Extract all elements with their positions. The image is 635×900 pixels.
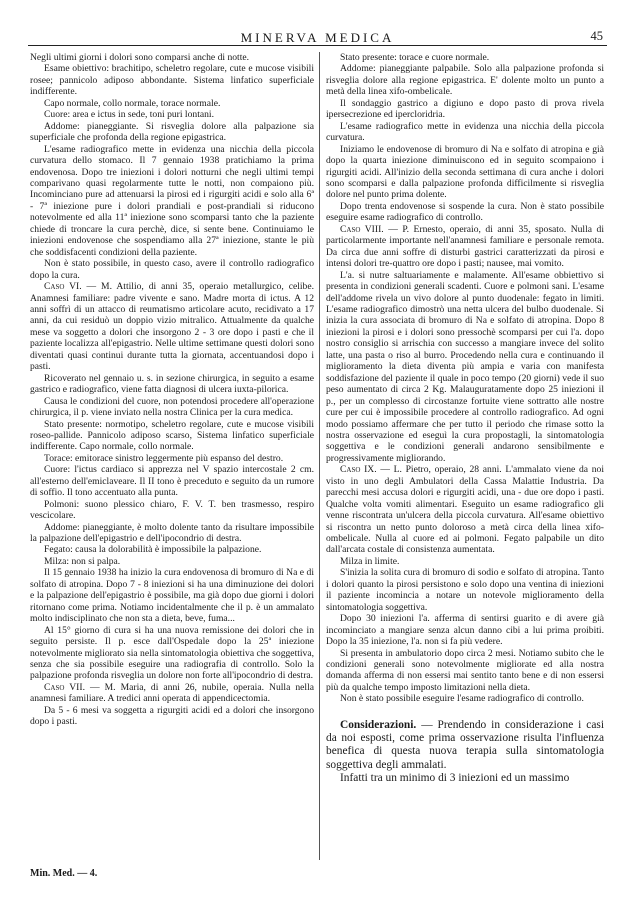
paragraph	[326, 772, 604, 785]
paragraph	[30, 109, 314, 120]
paragraph-text: Non è stato possibile eseguire l'esame radiografico di controllo.	[340, 693, 584, 705]
case-label: Caso VIII.	[340, 223, 384, 235]
paragraph	[30, 144, 314, 259]
paragraph-text: Milza: non si palpa.	[44, 555, 121, 567]
paragraph	[326, 567, 604, 613]
paragraph-text: Causa le condizioni del cuore, non potendosi procedere all'operazione chirurgica, il p. viene inviato nella nostra Clinica per la cura medica.	[30, 395, 314, 419]
paragraph	[326, 144, 604, 201]
footer-citation: Min. Med. — 4.	[30, 868, 98, 879]
paragraph-text: Iniziamo le endovenose di bromuro di Na e solfato di atropina e già dopo la quarta iniezione diminuiscono ed in seguito scompaiono i rigurgiti acidi. All'inizio della seconda settimana di cura anche i dolori sono scomparsi e dalla palpazione profonda difficilmente si risveglia dolore nel punto prima dolente.	[326, 143, 604, 201]
paragraph-text: Capo normale, collo normale, torace normale.	[44, 97, 221, 109]
paragraph	[30, 544, 314, 555]
paragraph-text: Addome: pianeggiante palpabile. Solo alla palpazione profonda si risveglia dolore alla regione epigastrica. E' dolente molto un punto a metà della linea xifo-ombelicale.	[326, 63, 604, 98]
paragraph	[30, 625, 314, 682]
paragraph-text: Stato presente: normotipo, scheletro regolare, cute e mucose visibili roseo-pallide. Pannicolo adiposo scarso, Sistema linfatico superficiale indifferente. Capo normale, collo normale.	[30, 418, 314, 453]
paragraph-text: — M. Attilio, di anni 35, operaio metallurgico, celibe. Anamnesi familiare: padre vivente e sano. Madre morta di ictus. A 12 anni soffrì di un attacco di reumatismo articolare acuto, recidivato a 17 anni, da cui residuò un doppio vizio mitralico. Attualmente da qualche mese va soggetto a dolori che insorgono 2 - 3 ore dopo i pasti e che il paziente localizza all'epigastrio. Nelle ultime settimane questi dolori sono diventati quasi continui durante tutta la giornata, accentuandosi dopo i pasti.	[30, 281, 314, 373]
paragraph	[30, 705, 314, 728]
paragraph	[326, 648, 604, 694]
considerazioni-paragraph	[326, 719, 604, 772]
case-label: Caso VI.	[44, 281, 82, 293]
paragraph	[30, 499, 314, 522]
paragraph-text: S'inizia la solita cura di bromuro di sodio e solfato di atropina. Tanto i dolori quanto la pirosi persistono e solo dopo una ventina di iniezioni il paziente incomincia a notare un notevole miglioramento della sintomatologia soggettiva.	[326, 567, 604, 613]
paragraph	[30, 373, 314, 396]
paragraph-text: Negli ultimi giorni i dolori sono comparsi anche di notte.	[30, 52, 250, 63]
paragraph-text: Stato presente: torace e cuore normale.	[340, 52, 490, 63]
paragraph	[30, 258, 314, 281]
paragraph	[326, 201, 604, 224]
paragraph	[326, 98, 604, 121]
paragraph	[326, 613, 604, 647]
paragraph-text: — M. Maria, di anni 26, nubile, operaia. Nulla nella anamnesi familiare. A tredici anni operata di appendicectomia.	[30, 681, 315, 705]
paragraph-text: Cuore: l'ictus cardiaco si apprezza nel V spazio intercostale 2 cm. all'esterno dell'emiclaveare. Il II tono è preceduto e seguito da un rumore di soffio. Il tono accentuato alla punta.	[30, 464, 314, 499]
paragraph	[326, 63, 604, 97]
paragraph-text: Addome: pianeggiante. Si risveglia dolore alla palpazione sia superficiale che profonda della regione epigastrica.	[30, 120, 314, 144]
column-divider	[319, 52, 320, 860]
paragraph-text: — P. Ernesto, operaio, di anni 35, sposato. Nulla di particolarmente importante nell'anamnesi familiare e personale remota. Da circa due anni soffre di disturbi gastrici caratterizzati da pirosi e intensi dolori tre-quattro ore dopo i pasti; nausee, mai vomito.	[326, 223, 604, 270]
paragraph	[326, 224, 604, 270]
paragraph	[30, 98, 314, 109]
paragraph	[30, 281, 314, 373]
paragraph-text: Milza in limite.	[340, 555, 400, 567]
paragraph-text: Ricoverato nel gennaio u. s. in sezione chirurgica, in seguito a esame gastrico e radiografico, viene fatta diagnosi di ulcera iuxta-pilorica.	[30, 372, 314, 396]
paragraph	[326, 693, 604, 704]
paragraph-text: Torace: emitorace sinistro leggermente più espanso del destro.	[44, 452, 284, 464]
paragraph-text: Dopo trenta endovenose si sospende la cura. Non è stato possibile eseguire esame radiografico di controllo.	[326, 200, 604, 224]
paragraph-text: Da 5 - 6 mesi va soggetta a rigurgiti acidi ed a dolori che insorgono dopo i pasti.	[30, 704, 314, 728]
paragraph-text: Cuore: area e ictus in sede, toni puri lontani.	[44, 109, 214, 121]
paragraph	[30, 522, 314, 545]
left-column	[30, 52, 314, 728]
page-number: 45	[590, 29, 603, 43]
paragraph	[30, 682, 314, 705]
paragraph-text: — Prendendo in considerazione i casi da noi esposti, come prima osservazione risulta l'influenza benefica di questa nuova terapia sulla sintomatologia soggettiva degli ammalati.	[326, 718, 604, 771]
paragraph-text: — L. Pietro, operaio, 28 anni. L'ammalato viene da noi visto in uno degli Ambulatori della Cassa Malattie Industria. Da parecchi mesi accusa dolori e rigurgiti acidi, una - due ore dopo i pasti. Qualche volta vomiti alimentari. Eseguito un esame radiografico gli venne riscontrata un'ulcera della piccola curvatura. All'esame obiettivo si riscontra un netto punto doloroso a metà circa della linea xifo-ombelicale. Nulla al cuore ed ai polmoni. Fegato palpabile un dito dall'arcata costale di consistenza aumentata.	[326, 464, 604, 556]
paragraph-text: Fegato: causa la dolorabilità è impossibile la palpazione.	[44, 544, 262, 556]
paragraph	[326, 556, 604, 567]
paragraph-text: Si presenta in ambulatorio dopo circa 2 mesi. Notiamo subito che le condizioni generali sono notevolmente migliorate ed alla nostra domanda afferma di non essersi mai sentito tanto bene e di non essersi più da qualche tempo imposto limitazioni nella dieta.	[326, 647, 604, 693]
journal-title: MINERVA MEDICA	[240, 30, 395, 45]
paragraph	[326, 464, 604, 556]
paragraph	[30, 63, 314, 97]
paragraph-text: Il sondaggio gastrico a digiuno e dopo pasto di prova rivela ipersecrezione ed ipercloridria.	[326, 97, 604, 121]
paragraph-text: Esame obiettivo: brachitipo, scheletro regolare, cute e mucose visibili rosee; pannicolo adiposo abbondante. Sistema linfatico superficiale indifferente.	[30, 63, 314, 98]
paragraph-text: Infatti tra un minimo di 3 iniezioni ed un massimo	[340, 772, 570, 785]
paragraph-text: L'esame radiografico mette in evidenza una nicchia della piccola curvatura dello stomaco. Il 7 gennaio 1938 pratichiamo la prima endovenosa. Dopo tre iniezioni i dolori notturni che negli ultimi tempi comparivano quasi regolarmente tutte le notti, non compaiono più. Incominciano pure ad attenuarsi la pirosi ed i rigurgiti acidi e solo alla 6ª - 7ª iniezione pure i dolori prandiali e post-prandiali si riducono notevolmente ed alla 11ª iniezione sono scomparsi tanto che la paziente chiede di troncare la cura perchè, dice, si sente bene. Continuiamo le iniezioni endovenose che sospendiamo alla 27ª iniezione, stante le più che soddisfacenti condizioni della paziente.	[30, 143, 314, 258]
paragraph	[30, 121, 314, 144]
paragraph	[30, 453, 314, 464]
paragraph-text: Al 15° giorno di cura si ha una nuova remissione dei dolori che in seguito persiste. Il p. esce dall'Ospedale dopo la 25ª iniezione notevolmente migliorato sia nella sintomatologia obiettiva che soggettiva, senza che sia possibile eseguire una radiografia di controllo. Solo la palpazione profonda risveglia un dolore non forte all'ipocondrio di destra.	[30, 624, 315, 682]
paragraph	[326, 121, 604, 144]
paragraph-text: L'a. si nutre saltuariamente e malamente. All'esame obbiettivo si presenta in condizioni generali scadenti. Cuore e polmoni sani. L'esame dell'addome rivela un vivo dolore al punto duodenale: fegato in limiti. L'esame radiografico dimostrò una netta ulcera del bulbo duodenale. Si inizia la cura associata di bromuro di Na e solfato di atropina. Dopo 8 iniezioni la pirosi e i dolori sono pressochè scomparsi per cui l'a. dopo nostro consiglio si arrischia con successo a mangiare invece del solito latte, una pasta o riso al burro. Procedendo nella cura e continuando il miglioramento la dieta diventa più ampia e varia con manifesta soddisfazione del paziente il quale in poco tempo (20 giorni) vede il suo peso aumentato di circa 2 Kg. Malauguratamente dopo 25 iniezioni il p., per un complesso di circostanze fortuite viene sottratto alle nostre cure per cui è impossibile procedere al controllo radiografico. Ad ogni modo possiamo affermare che per tutto il periodo che rimase sotto la nostra osservazione ed eseguì la cura propostagli, la sintomatologia soggettiva e le condizioni generali andarono sensibilmente e progressivamente migliorando.	[326, 269, 604, 464]
paragraph	[326, 52, 604, 63]
case-label: Caso IX.	[340, 464, 377, 476]
paragraph-text: Non è stato possibile, in questo caso, avere il controllo radiografico dopo la cura.	[30, 258, 314, 281]
paragraph	[30, 396, 314, 419]
paragraph-text: Polmoni: suono plessico chiaro, F. V. T. ben trasmesso, respiro vescicolare.	[30, 498, 314, 522]
right-column	[326, 52, 604, 785]
paragraph	[30, 52, 314, 63]
case-label: Caso VII.	[44, 681, 85, 693]
paragraph	[326, 270, 604, 465]
paragraph	[30, 419, 314, 453]
paragraph	[30, 464, 314, 498]
paragraph-text: L'esame radiografico mette in evidenza una nicchia della piccola curvatura.	[326, 120, 604, 144]
paragraph	[30, 567, 314, 624]
header-rule	[28, 45, 607, 46]
paragraph-text: Il 15 gennaio 1938 ha inizio la cura endovenosa di bromuro di Na e di solfato di atropina. Dopo 7 - 8 iniezioni si ha una diminuzione dei dolori e la palpazione dell'epigastrio è possibile, ma già dopo due giorni i dolori ritornano come prima. Notiamo incidentalmente che il p. è un ammalato molto indisciplinato che non sta a dieta, beve, fuma...	[30, 567, 314, 625]
section-heading: Considerazioni.	[340, 718, 417, 731]
paragraph	[30, 556, 314, 567]
paragraph-text: Dopo 30 iniezioni l'a. afferma di sentirsi guarito e di avere già incominciato a mangiare senza alcun danno cibi a lui prima proibiti. Dopo la 35 iniezione, l'a. non si fa più vedere.	[326, 613, 604, 648]
paragraph-text: Addome: pianeggiante, è molto dolente tanto da risultare impossibile la palpazione dell'epigastrio e dell'ipocondrio di destra.	[30, 521, 314, 545]
